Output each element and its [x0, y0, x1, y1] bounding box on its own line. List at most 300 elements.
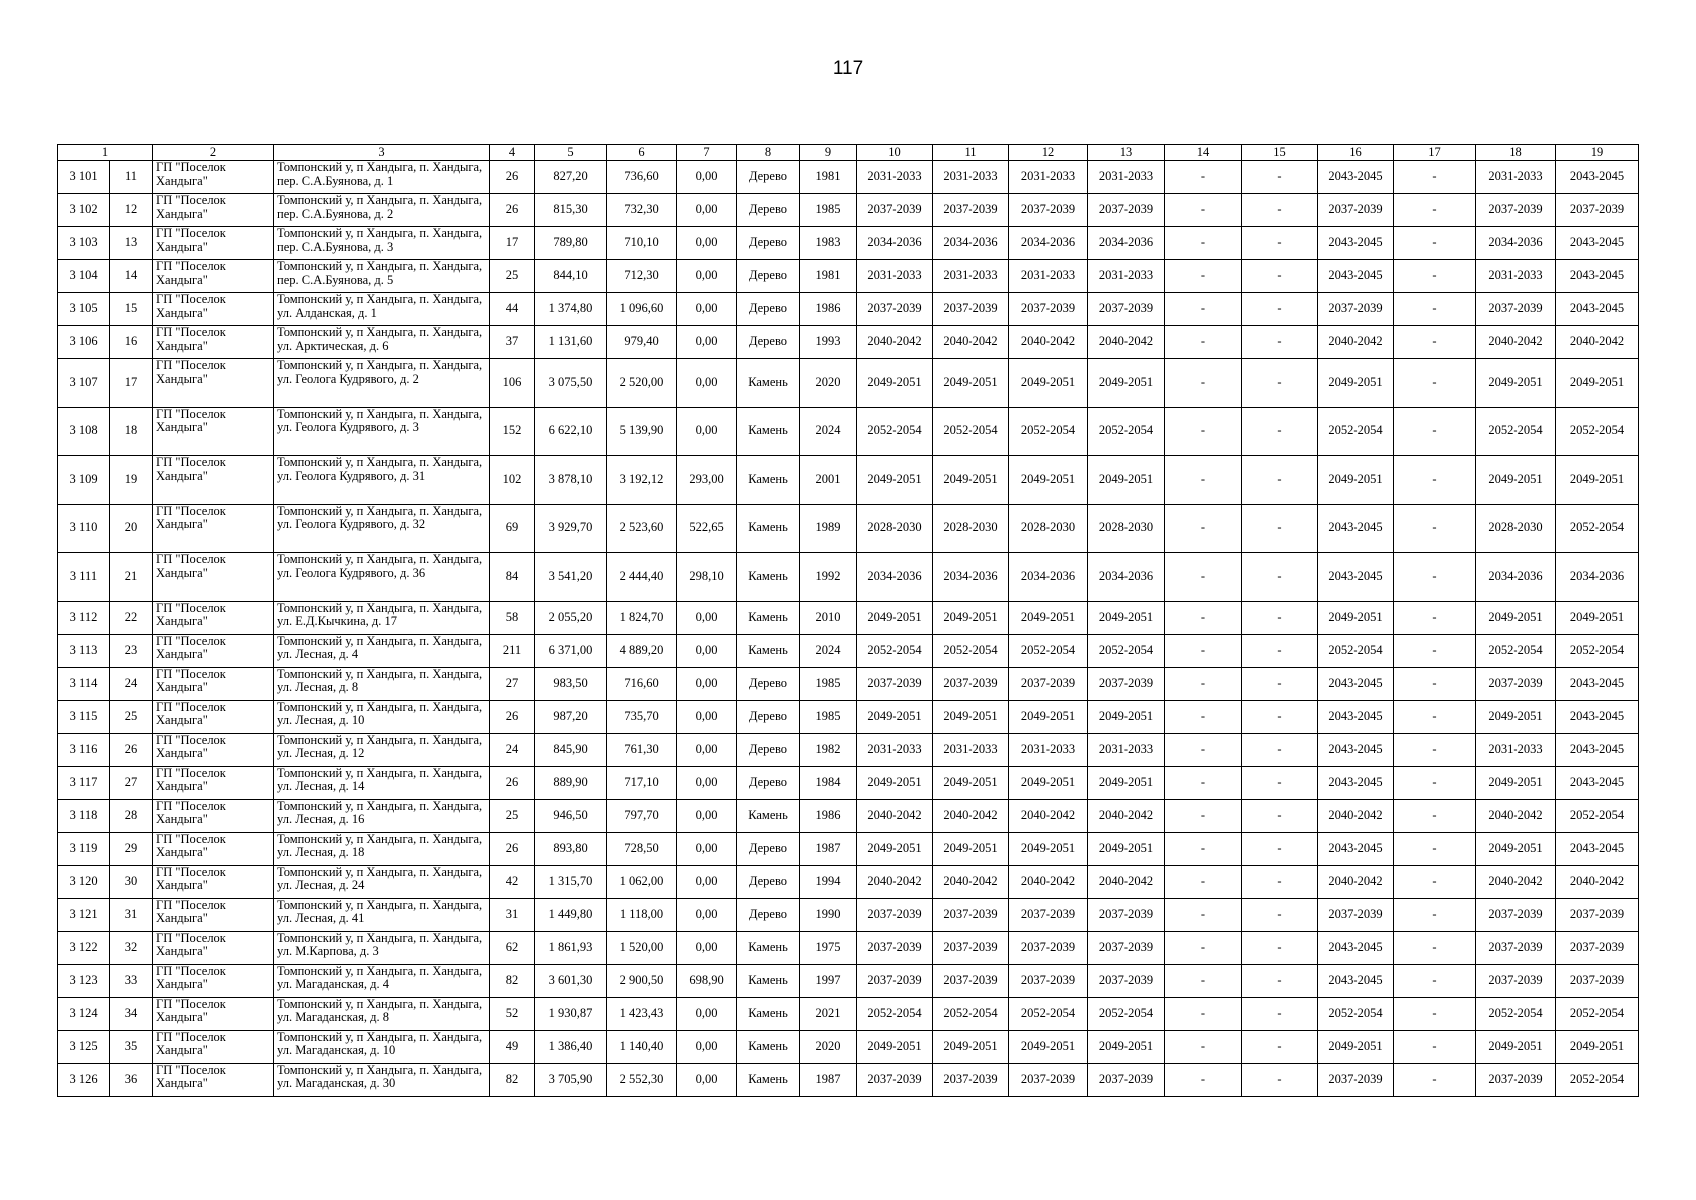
col-4-cell: 82	[490, 964, 535, 997]
owner-cell: ГП "Поселок Хандыга"	[153, 898, 274, 931]
year-cell: 1987	[800, 832, 857, 865]
col-14-cell: -	[1165, 227, 1242, 260]
col-11-cell: 2052-2054	[933, 634, 1009, 667]
year-cell: 2020	[800, 359, 857, 408]
table-row	[58, 733, 1639, 766]
col-18-cell: 2031-2033	[1476, 733, 1556, 766]
col-10-cell: 2034-2036	[857, 553, 933, 602]
col-7-cell: 0,00	[677, 865, 737, 898]
col-6-cell: 3 192,12	[607, 456, 677, 505]
col-19-cell: 2043-2045	[1556, 667, 1639, 700]
col-6-cell: 736,60	[607, 161, 677, 194]
owner-cell: ГП "Поселок Хандыга"	[153, 1063, 274, 1096]
col-16-cell: 2049-2051	[1318, 456, 1394, 505]
col-5-cell: 1 449,80	[535, 898, 607, 931]
col-14-cell: -	[1165, 553, 1242, 602]
row-id-cell: 3 109	[58, 456, 110, 505]
owner-cell: ГП "Поселок Хандыга"	[153, 359, 274, 408]
col-19-cell: 2034-2036	[1556, 553, 1639, 602]
col-13-cell: 2040-2042	[1088, 865, 1165, 898]
col-13-cell: 2052-2054	[1088, 997, 1165, 1030]
col-13-cell: 2052-2054	[1088, 407, 1165, 456]
col-15-cell: -	[1242, 326, 1318, 359]
col-6-cell: 2 444,40	[607, 553, 677, 602]
col-19-cell: 2049-2051	[1556, 359, 1639, 408]
row-number-cell: 21	[110, 553, 153, 602]
year-cell: 1993	[800, 326, 857, 359]
col-7-cell: 698,90	[677, 964, 737, 997]
col-12-cell: 2037-2039	[1009, 964, 1088, 997]
col-6-cell: 1 096,60	[607, 293, 677, 326]
col-18-cell: 2034-2036	[1476, 227, 1556, 260]
col-18-cell: 2037-2039	[1476, 1063, 1556, 1096]
col-12-cell: 2049-2051	[1009, 359, 1088, 408]
col-10-cell: 2040-2042	[857, 326, 933, 359]
table-row	[58, 407, 1639, 456]
material-cell: Дерево	[737, 832, 800, 865]
row-id-cell: 3 117	[58, 766, 110, 799]
col-13-cell: 2049-2051	[1088, 766, 1165, 799]
row-id-cell: 3 126	[58, 1063, 110, 1096]
col-6-cell: 1 423,43	[607, 997, 677, 1030]
col-6-cell: 728,50	[607, 832, 677, 865]
column-number: 6	[607, 145, 677, 161]
year-cell: 2010	[800, 601, 857, 634]
col-10-cell: 2052-2054	[857, 634, 933, 667]
col-15-cell: -	[1242, 733, 1318, 766]
col-18-cell: 2037-2039	[1476, 293, 1556, 326]
col-16-cell: 2043-2045	[1318, 832, 1394, 865]
col-11-cell: 2037-2039	[933, 898, 1009, 931]
owner-cell: ГП "Поселок Хандыга"	[153, 227, 274, 260]
col-17-cell: -	[1394, 456, 1476, 505]
col-19-cell: 2043-2045	[1556, 733, 1639, 766]
col-17-cell: -	[1394, 865, 1476, 898]
col-7-cell: 0,00	[677, 601, 737, 634]
col-17-cell: -	[1394, 227, 1476, 260]
table-row	[58, 553, 1639, 602]
table-row	[58, 799, 1639, 832]
col-5-cell: 983,50	[535, 667, 607, 700]
col-11-cell: 2037-2039	[933, 667, 1009, 700]
col-18-cell: 2037-2039	[1476, 194, 1556, 227]
col-7-cell: 293,00	[677, 456, 737, 505]
address-cell: Томпонский у, п Хандыга, п. Хандыга, ул. Геолога Кудрявого, д. 31	[274, 456, 490, 505]
owner-cell: ГП "Поселок Хандыга"	[153, 326, 274, 359]
col-16-cell: 2037-2039	[1318, 1063, 1394, 1096]
col-11-cell: 2049-2051	[933, 832, 1009, 865]
row-number-cell: 17	[110, 359, 153, 408]
column-number: 10	[857, 145, 933, 161]
col-19-cell: 2052-2054	[1556, 634, 1639, 667]
year-cell: 1975	[800, 931, 857, 964]
col-16-cell: 2043-2045	[1318, 700, 1394, 733]
col-7-cell: 298,10	[677, 553, 737, 602]
row-id-cell: 3 122	[58, 931, 110, 964]
address-cell: Томпонский у, п Хандыга, п. Хандыга, ул. Лесная, д. 18	[274, 832, 490, 865]
table-body	[58, 145, 1639, 1097]
col-16-cell: 2043-2045	[1318, 766, 1394, 799]
row-number-cell: 28	[110, 799, 153, 832]
col-11-cell: 2040-2042	[933, 326, 1009, 359]
col-10-cell: 2037-2039	[857, 898, 933, 931]
owner-cell: ГП "Поселок Хандыга"	[153, 456, 274, 505]
col-16-cell: 2052-2054	[1318, 407, 1394, 456]
col-6-cell: 5 139,90	[607, 407, 677, 456]
owner-cell: ГП "Поселок Хандыга"	[153, 832, 274, 865]
col-11-cell: 2031-2033	[933, 260, 1009, 293]
col-17-cell: -	[1394, 931, 1476, 964]
column-number: 8	[737, 145, 800, 161]
year-cell: 2021	[800, 997, 857, 1030]
col-14-cell: -	[1165, 667, 1242, 700]
row-id-cell: 3 104	[58, 260, 110, 293]
col-13-cell: 2049-2051	[1088, 456, 1165, 505]
col-5-cell: 1 374,80	[535, 293, 607, 326]
col-7-cell: 0,00	[677, 634, 737, 667]
col-7-cell: 0,00	[677, 194, 737, 227]
col-12-cell: 2049-2051	[1009, 601, 1088, 634]
row-id-cell: 3 101	[58, 161, 110, 194]
material-cell: Дерево	[737, 326, 800, 359]
column-number: 2	[153, 145, 274, 161]
col-15-cell: -	[1242, 634, 1318, 667]
col-6-cell: 1 062,00	[607, 865, 677, 898]
col-13-cell: 2037-2039	[1088, 1063, 1165, 1096]
col-14-cell: -	[1165, 799, 1242, 832]
col-6-cell: 1 118,00	[607, 898, 677, 931]
col-10-cell: 2049-2051	[857, 766, 933, 799]
col-10-cell: 2031-2033	[857, 260, 933, 293]
row-number-cell: 23	[110, 634, 153, 667]
col-12-cell: 2037-2039	[1009, 931, 1088, 964]
col-16-cell: 2052-2054	[1318, 997, 1394, 1030]
col-15-cell: -	[1242, 667, 1318, 700]
col-13-cell: 2052-2054	[1088, 634, 1165, 667]
material-cell: Камень	[737, 634, 800, 667]
col-6-cell: 716,60	[607, 667, 677, 700]
column-number: 17	[1394, 145, 1476, 161]
col-17-cell: -	[1394, 161, 1476, 194]
table-row	[58, 326, 1639, 359]
material-cell: Дерево	[737, 161, 800, 194]
col-16-cell: 2049-2051	[1318, 601, 1394, 634]
table-row	[58, 997, 1639, 1030]
col-19-cell: 2052-2054	[1556, 1063, 1639, 1096]
col-11-cell: 2040-2042	[933, 865, 1009, 898]
col-6-cell: 979,40	[607, 326, 677, 359]
col-5-cell: 3 929,70	[535, 504, 607, 553]
col-15-cell: -	[1242, 293, 1318, 326]
col-14-cell: -	[1165, 634, 1242, 667]
col-5-cell: 987,20	[535, 700, 607, 733]
col-5-cell: 3 075,50	[535, 359, 607, 408]
col-13-cell: 2031-2033	[1088, 260, 1165, 293]
address-cell: Томпонский у, п Хандыга, п. Хандыга, ул. Лесная, д. 10	[274, 700, 490, 733]
col-6-cell: 735,70	[607, 700, 677, 733]
year-cell: 1985	[800, 194, 857, 227]
year-cell: 1981	[800, 161, 857, 194]
table-row	[58, 161, 1639, 194]
row-id-cell: 3 103	[58, 227, 110, 260]
col-14-cell: -	[1165, 601, 1242, 634]
col-10-cell: 2034-2036	[857, 227, 933, 260]
col-18-cell: 2052-2054	[1476, 407, 1556, 456]
col-18-cell: 2052-2054	[1476, 634, 1556, 667]
col-19-cell: 2037-2039	[1556, 194, 1639, 227]
col-6-cell: 761,30	[607, 733, 677, 766]
row-number-cell: 30	[110, 865, 153, 898]
row-number-cell: 18	[110, 407, 153, 456]
col-14-cell: -	[1165, 194, 1242, 227]
col-19-cell: 2043-2045	[1556, 766, 1639, 799]
col-5-cell: 789,80	[535, 227, 607, 260]
col-12-cell: 2031-2033	[1009, 260, 1088, 293]
year-cell: 1997	[800, 964, 857, 997]
col-13-cell: 2037-2039	[1088, 667, 1165, 700]
row-id-cell: 3 112	[58, 601, 110, 634]
col-15-cell: -	[1242, 260, 1318, 293]
material-cell: Камень	[737, 407, 800, 456]
address-cell: Томпонский у, п Хандыга, п. Хандыга, ул. Магаданская, д. 30	[274, 1063, 490, 1096]
col-5-cell: 2 055,20	[535, 601, 607, 634]
col-6-cell: 2 552,30	[607, 1063, 677, 1096]
table-row	[58, 293, 1639, 326]
col-11-cell: 2052-2054	[933, 997, 1009, 1030]
address-cell: Томпонский у, п Хандыга, п. Хандыга, ул. Алданская, д. 1	[274, 293, 490, 326]
row-id-cell: 3 125	[58, 1030, 110, 1063]
col-5-cell: 1 930,87	[535, 997, 607, 1030]
col-19-cell: 2043-2045	[1556, 227, 1639, 260]
year-cell: 1981	[800, 260, 857, 293]
col-11-cell: 2028-2030	[933, 504, 1009, 553]
table-row	[58, 832, 1639, 865]
material-cell: Дерево	[737, 865, 800, 898]
col-17-cell: -	[1394, 601, 1476, 634]
row-id-cell: 3 120	[58, 865, 110, 898]
col-16-cell: 2037-2039	[1318, 898, 1394, 931]
col-5-cell: 6 371,00	[535, 634, 607, 667]
address-cell: Томпонский у, п Хандыга, п. Хандыга, ул. Лесная, д. 8	[274, 667, 490, 700]
col-4-cell: 58	[490, 601, 535, 634]
col-7-cell: 0,00	[677, 997, 737, 1030]
col-7-cell: 0,00	[677, 326, 737, 359]
col-14-cell: -	[1165, 359, 1242, 408]
col-11-cell: 2034-2036	[933, 227, 1009, 260]
col-10-cell: 2037-2039	[857, 667, 933, 700]
row-number-cell: 19	[110, 456, 153, 505]
col-5-cell: 3 601,30	[535, 964, 607, 997]
col-19-cell: 2037-2039	[1556, 931, 1639, 964]
col-6-cell: 1 824,70	[607, 601, 677, 634]
col-17-cell: -	[1394, 326, 1476, 359]
col-13-cell: 2028-2030	[1088, 504, 1165, 553]
col-18-cell: 2037-2039	[1476, 667, 1556, 700]
col-13-cell: 2034-2036	[1088, 227, 1165, 260]
material-cell: Камень	[737, 964, 800, 997]
col-14-cell: -	[1165, 456, 1242, 505]
col-18-cell: 2049-2051	[1476, 766, 1556, 799]
col-4-cell: 26	[490, 194, 535, 227]
col-4-cell: 106	[490, 359, 535, 408]
col-7-cell: 0,00	[677, 260, 737, 293]
col-13-cell: 2037-2039	[1088, 898, 1165, 931]
row-id-cell: 3 111	[58, 553, 110, 602]
col-12-cell: 2034-2036	[1009, 227, 1088, 260]
table-row	[58, 227, 1639, 260]
row-id-cell: 3 107	[58, 359, 110, 408]
owner-cell: ГП "Поселок Хандыга"	[153, 700, 274, 733]
table-row	[58, 898, 1639, 931]
row-number-cell: 33	[110, 964, 153, 997]
table-row	[58, 766, 1639, 799]
col-18-cell: 2049-2051	[1476, 832, 1556, 865]
year-cell: 1992	[800, 553, 857, 602]
col-5-cell: 815,30	[535, 194, 607, 227]
col-17-cell: -	[1394, 1030, 1476, 1063]
col-12-cell: 2052-2054	[1009, 407, 1088, 456]
owner-cell: ГП "Поселок Хандыга"	[153, 667, 274, 700]
col-13-cell: 2034-2036	[1088, 553, 1165, 602]
col-6-cell: 710,10	[607, 227, 677, 260]
year-cell: 2020	[800, 1030, 857, 1063]
material-cell: Дерево	[737, 700, 800, 733]
col-16-cell: 2043-2045	[1318, 733, 1394, 766]
col-4-cell: 82	[490, 1063, 535, 1096]
col-4-cell: 31	[490, 898, 535, 931]
col-13-cell: 2040-2042	[1088, 326, 1165, 359]
col-4-cell: 37	[490, 326, 535, 359]
material-cell: Камень	[737, 601, 800, 634]
row-number-cell: 34	[110, 997, 153, 1030]
year-cell: 1985	[800, 667, 857, 700]
col-12-cell: 2040-2042	[1009, 865, 1088, 898]
table-row	[58, 260, 1639, 293]
col-17-cell: -	[1394, 832, 1476, 865]
row-id-cell: 3 116	[58, 733, 110, 766]
col-10-cell: 2049-2051	[857, 1030, 933, 1063]
column-number: 1	[58, 145, 153, 161]
col-19-cell: 2037-2039	[1556, 964, 1639, 997]
owner-cell: ГП "Поселок Хандыга"	[153, 260, 274, 293]
address-cell: Томпонский у, п Хандыга, п. Хандыга, ул. Магаданская, д. 8	[274, 997, 490, 1030]
table-row	[58, 456, 1639, 505]
col-10-cell: 2031-2033	[857, 733, 933, 766]
column-number: 19	[1556, 145, 1639, 161]
col-6-cell: 732,30	[607, 194, 677, 227]
col-12-cell: 2040-2042	[1009, 326, 1088, 359]
row-number-cell: 26	[110, 733, 153, 766]
col-10-cell: 2037-2039	[857, 194, 933, 227]
col-6-cell: 4 889,20	[607, 634, 677, 667]
col-17-cell: -	[1394, 553, 1476, 602]
col-10-cell: 2040-2042	[857, 865, 933, 898]
col-16-cell: 2040-2042	[1318, 326, 1394, 359]
col-19-cell: 2049-2051	[1556, 456, 1639, 505]
col-16-cell: 2043-2045	[1318, 553, 1394, 602]
column-number: 13	[1088, 145, 1165, 161]
col-15-cell: -	[1242, 898, 1318, 931]
col-4-cell: 211	[490, 634, 535, 667]
col-13-cell: 2037-2039	[1088, 194, 1165, 227]
col-10-cell: 2049-2051	[857, 456, 933, 505]
year-cell: 1994	[800, 865, 857, 898]
col-5-cell: 889,90	[535, 766, 607, 799]
col-5-cell: 6 622,10	[535, 407, 607, 456]
col-17-cell: -	[1394, 359, 1476, 408]
owner-cell: ГП "Поселок Хандыга"	[153, 161, 274, 194]
col-16-cell: 2043-2045	[1318, 161, 1394, 194]
column-number: 7	[677, 145, 737, 161]
col-7-cell: 0,00	[677, 293, 737, 326]
material-cell: Камень	[737, 931, 800, 964]
col-14-cell: -	[1165, 997, 1242, 1030]
col-19-cell: 2040-2042	[1556, 865, 1639, 898]
col-19-cell: 2052-2054	[1556, 504, 1639, 553]
column-number: 18	[1476, 145, 1556, 161]
owner-cell: ГП "Поселок Хандыга"	[153, 865, 274, 898]
col-7-cell: 0,00	[677, 799, 737, 832]
col-14-cell: -	[1165, 293, 1242, 326]
col-16-cell: 2049-2051	[1318, 359, 1394, 408]
col-4-cell: 26	[490, 700, 535, 733]
col-15-cell: -	[1242, 161, 1318, 194]
column-number: 14	[1165, 145, 1242, 161]
table-row	[58, 931, 1639, 964]
col-19-cell: 2037-2039	[1556, 898, 1639, 931]
col-19-cell: 2043-2045	[1556, 161, 1639, 194]
table-row	[58, 1030, 1639, 1063]
row-id-cell: 3 118	[58, 799, 110, 832]
col-16-cell: 2037-2039	[1318, 293, 1394, 326]
column-number: 9	[800, 145, 857, 161]
col-18-cell: 2049-2051	[1476, 700, 1556, 733]
col-4-cell: 26	[490, 766, 535, 799]
col-4-cell: 17	[490, 227, 535, 260]
col-18-cell: 2049-2051	[1476, 456, 1556, 505]
col-11-cell: 2037-2039	[933, 194, 1009, 227]
col-5-cell: 3 541,20	[535, 553, 607, 602]
col-14-cell: -	[1165, 504, 1242, 553]
col-15-cell: -	[1242, 799, 1318, 832]
address-cell: Томпонский у, п Хандыга, п. Хандыга, пер. С.А.Буянова, д. 1	[274, 161, 490, 194]
table-row	[58, 667, 1639, 700]
material-cell: Дерево	[737, 227, 800, 260]
col-5-cell: 1 386,40	[535, 1030, 607, 1063]
row-number-cell: 20	[110, 504, 153, 553]
address-cell: Томпонский у, п Хандыга, п. Хандыга, ул. Геолога Кудрявого, д. 3	[274, 407, 490, 456]
col-10-cell: 2037-2039	[857, 964, 933, 997]
col-4-cell: 27	[490, 667, 535, 700]
material-cell: Дерево	[737, 260, 800, 293]
address-cell: Томпонский у, п Хандыга, п. Хандыга, ул. Лесная, д. 14	[274, 766, 490, 799]
material-cell: Дерево	[737, 293, 800, 326]
col-15-cell: -	[1242, 997, 1318, 1030]
year-cell: 1990	[800, 898, 857, 931]
row-number-cell: 35	[110, 1030, 153, 1063]
col-15-cell: -	[1242, 766, 1318, 799]
col-4-cell: 42	[490, 865, 535, 898]
column-number: 11	[933, 145, 1009, 161]
address-cell: Томпонский у, п Хандыга, п. Хандыга, ул. Арктическая, д. 6	[274, 326, 490, 359]
col-12-cell: 2031-2033	[1009, 733, 1088, 766]
column-number: 5	[535, 145, 607, 161]
col-14-cell: -	[1165, 931, 1242, 964]
table-row	[58, 634, 1639, 667]
material-cell: Дерево	[737, 194, 800, 227]
col-15-cell: -	[1242, 1063, 1318, 1096]
col-4-cell: 62	[490, 931, 535, 964]
